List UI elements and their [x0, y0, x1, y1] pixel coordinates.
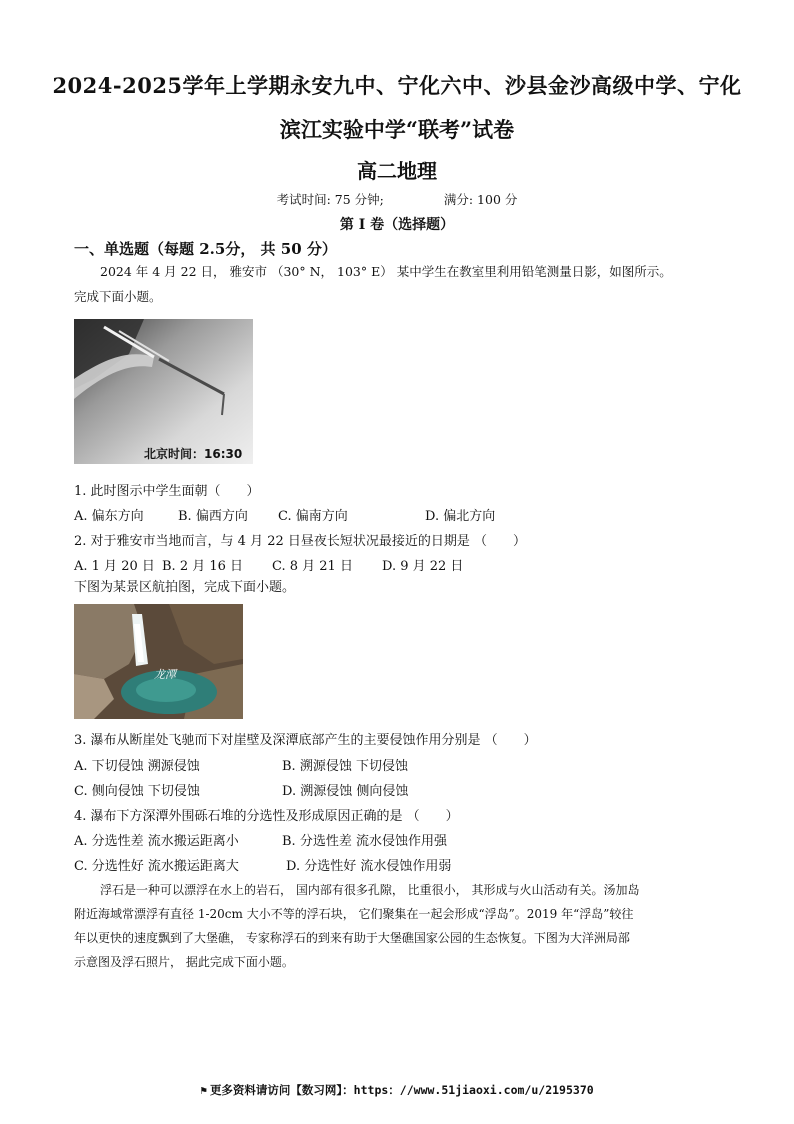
passage-line-2: 附近海域常漂浮有直径 1-20cm 大小不等的浮石块， 它们聚集在一起会形成“浮岛”。2019 年“浮岛”较往: [74, 907, 634, 921]
intro-paragraph: [74, 260, 726, 284]
volume-heading: 第 I 卷（选择题）: [339, 217, 455, 233]
q4-option-c: C. 分选性好 流水搬运距离大: [74, 859, 239, 874]
pumice-passage: [74, 878, 720, 974]
full-score: 满分: 100 分: [443, 192, 518, 207]
q4-options-row1: [74, 830, 734, 849]
q3-option-c: C. 侧向侵蚀 下切侵蚀: [74, 784, 200, 799]
passage-line-3: 年以更快的速度飘到了大堡礁， 专家称浮石的到来有助于大堡礁国家公园的生态恢复。下图为大洋洲局部: [74, 931, 630, 945]
q2-option-d: D. 9 月 22 日: [382, 559, 464, 574]
q1-option-a: A. 偏东方向: [74, 509, 144, 524]
q4-options-row2: [74, 855, 734, 874]
intro-line1: 2024 年 4 月 22 日， 雅安市 （30° N， 103° E） 某中学生在教室里利用铅笔测量日影，如图所示。: [100, 264, 672, 279]
exam-time: 考试时间: 75 分钟;: [276, 192, 384, 207]
passage-line-4: 示意图及浮石照片， 据此完成下面小题。: [74, 955, 294, 969]
q3-options-row2: [74, 780, 734, 799]
q1-option-c: C. 偏南方向: [278, 509, 348, 524]
intro-line2: 完成下面小题。: [74, 289, 162, 304]
q1-option-b: B. 偏西方向: [178, 509, 248, 524]
question-4: 4. 瀑布下方深潭外围砾石堆的分选性及形成原因正确的是 （ ）: [74, 809, 459, 824]
q4-option-d: D. 分选性好 流水侵蚀作用弱: [286, 859, 452, 874]
q3-option-b: B. 溯源侵蚀 下切侵蚀: [282, 759, 408, 774]
pencil-shadow-photo: [74, 319, 253, 464]
exam-title-line2: 滨江实验中学“联考”试卷: [279, 117, 515, 142]
q4-option-b: B. 分选性差 流水侵蚀作用强: [282, 834, 447, 849]
q1-option-d: D. 偏北方向: [425, 509, 496, 524]
exam-info: [0, 190, 794, 208]
q1-options: [74, 505, 734, 524]
q3-options-row1: [74, 755, 734, 774]
q3-option-d: D. 溯源侵蚀 侧向侵蚀: [282, 784, 409, 799]
q4-option-a: A. 分选性差 流水搬运距离小: [74, 834, 239, 849]
q2-options: [74, 555, 734, 574]
photo-caption-time: 北京时间：16:30: [144, 447, 243, 461]
q2-option-b: B. 2 月 16 日: [162, 559, 244, 574]
question-3: 3. 瀑布从断崖处飞驰而下对崖壁及深潭底部产生的主要侵蚀作用分别是 （ ）: [74, 733, 537, 748]
flag-icon: ⚑: [200, 1084, 207, 1097]
photo-caption-pool: 龙潭: [154, 668, 176, 681]
question-1: 1. 此时图示中学生面朝（ ）: [74, 484, 260, 499]
passage-line-1: 浮石是一种可以漂浮在水上的岩石， 国内部有很多孔隙， 比重很小， 其形成与火山活动有关。汤加岛: [100, 883, 640, 897]
q3-option-a: A. 下切侵蚀 溯源侵蚀: [74, 759, 200, 774]
q2-option-a: A. 1 月 20 日: [74, 559, 155, 574]
question-2: 2. 对于雅安市当地而言，与 4 月 22 日昼夜长短状况最接近的日期是 （ ）: [74, 534, 527, 549]
subject-title: 高二地理: [357, 159, 437, 183]
waterfall-aerial-photo: [74, 604, 243, 719]
footer-link[interactable]: [0, 1082, 794, 1098]
footer-text[interactable]: 更多资料请访问【数习网】：https：//www.51jiaoxi.com/u/2195370: [209, 1083, 594, 1097]
section-heading: 一、单选题（每题 2.5分， 共 50 分）: [74, 240, 337, 258]
exam-title-line1: 2024-2025学年上学期永安九中、宁化六中、沙县金沙高级中学、宁化: [52, 73, 742, 98]
q2-option-c: C. 8 月 21 日: [272, 559, 353, 574]
intro-2: 下图为某景区航拍图，完成下面小题。: [74, 580, 296, 595]
